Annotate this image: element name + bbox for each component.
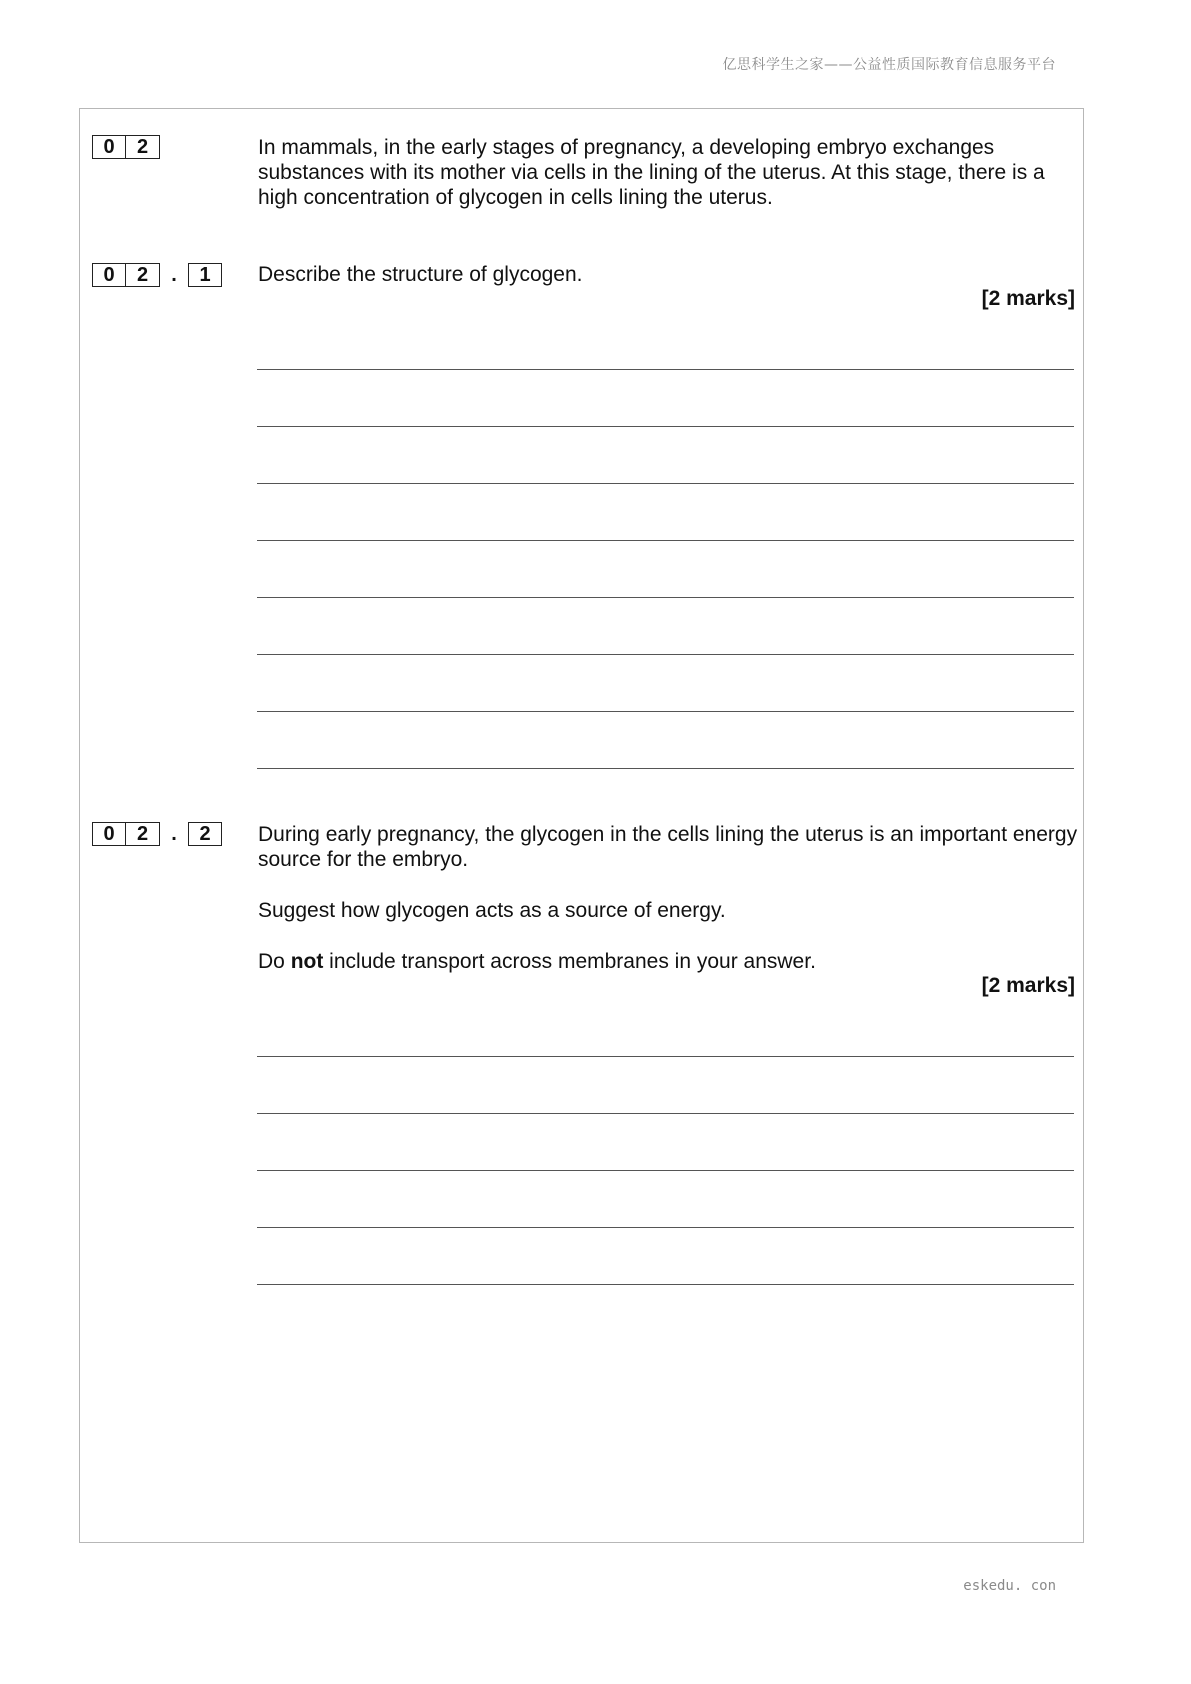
question-02-intro [258, 135, 1078, 210]
footer-watermark: eskedu. con [963, 1578, 1056, 1594]
answer-line[interactable] [257, 483, 1074, 484]
answer-line[interactable] [257, 1056, 1074, 1057]
answer-line[interactable] [257, 426, 1074, 427]
question-02-1-prompt [258, 262, 1078, 287]
question-number-02-1 [92, 263, 222, 287]
digit-box: 1 [188, 263, 222, 287]
question-number-02 [92, 135, 160, 159]
number-separator: . [171, 822, 177, 845]
question-02-2-marks: [2 marks] [981, 974, 1075, 997]
number-separator: . [171, 263, 177, 286]
question-02-2-exclusion [258, 949, 1078, 974]
answer-line[interactable] [257, 711, 1074, 712]
digit-box: 2 [126, 135, 160, 159]
question-number-02-2 [92, 822, 222, 846]
answer-line[interactable] [257, 1284, 1074, 1285]
question-02-text: In mammals, in the early stages of pregnancy, a developing embryo exchanges substances with its mother via cells in the lining of the uterus. At this stage, there is a high concentration of glycogen in cells lining the uterus. [258, 136, 1045, 209]
digit-box: 2 [126, 822, 160, 846]
question-02-2-text-2: Suggest how glycogen acts as a source of energy. [258, 899, 726, 922]
answer-line[interactable] [257, 540, 1074, 541]
question-02-2-instruction [258, 898, 1078, 923]
text-pre: Do [258, 950, 291, 973]
digit-box: 0 [92, 822, 126, 846]
question-02-2-text-3 [258, 949, 1078, 974]
answer-line[interactable] [257, 654, 1074, 655]
question-02-1-marks: [2 marks] [981, 287, 1075, 310]
question-02-1-text: Describe the structure of glycogen. [258, 263, 583, 286]
digit-box: 0 [92, 263, 126, 287]
answer-line[interactable] [257, 369, 1074, 370]
digit-box: 2 [126, 263, 160, 287]
answer-line[interactable] [257, 1113, 1074, 1114]
question-02-2-prompt [258, 822, 1078, 872]
text-post: include transport across membranes in your answer. [323, 950, 816, 973]
answer-line[interactable] [257, 597, 1074, 598]
answer-line[interactable] [257, 1170, 1074, 1171]
digit-box: 2 [188, 822, 222, 846]
answer-line[interactable] [257, 1227, 1074, 1228]
emphasis-not: not [290, 950, 324, 973]
answer-line[interactable] [257, 768, 1074, 769]
header-watermark: 亿思科学生之家——公益性质国际教育信息服务平台 [722, 57, 1056, 73]
question-02-2-text-1: During early pregnancy, the glycogen in the cells lining the uterus is an important energy source for the embryo. [258, 823, 1078, 871]
digit-box: 0 [92, 135, 126, 159]
